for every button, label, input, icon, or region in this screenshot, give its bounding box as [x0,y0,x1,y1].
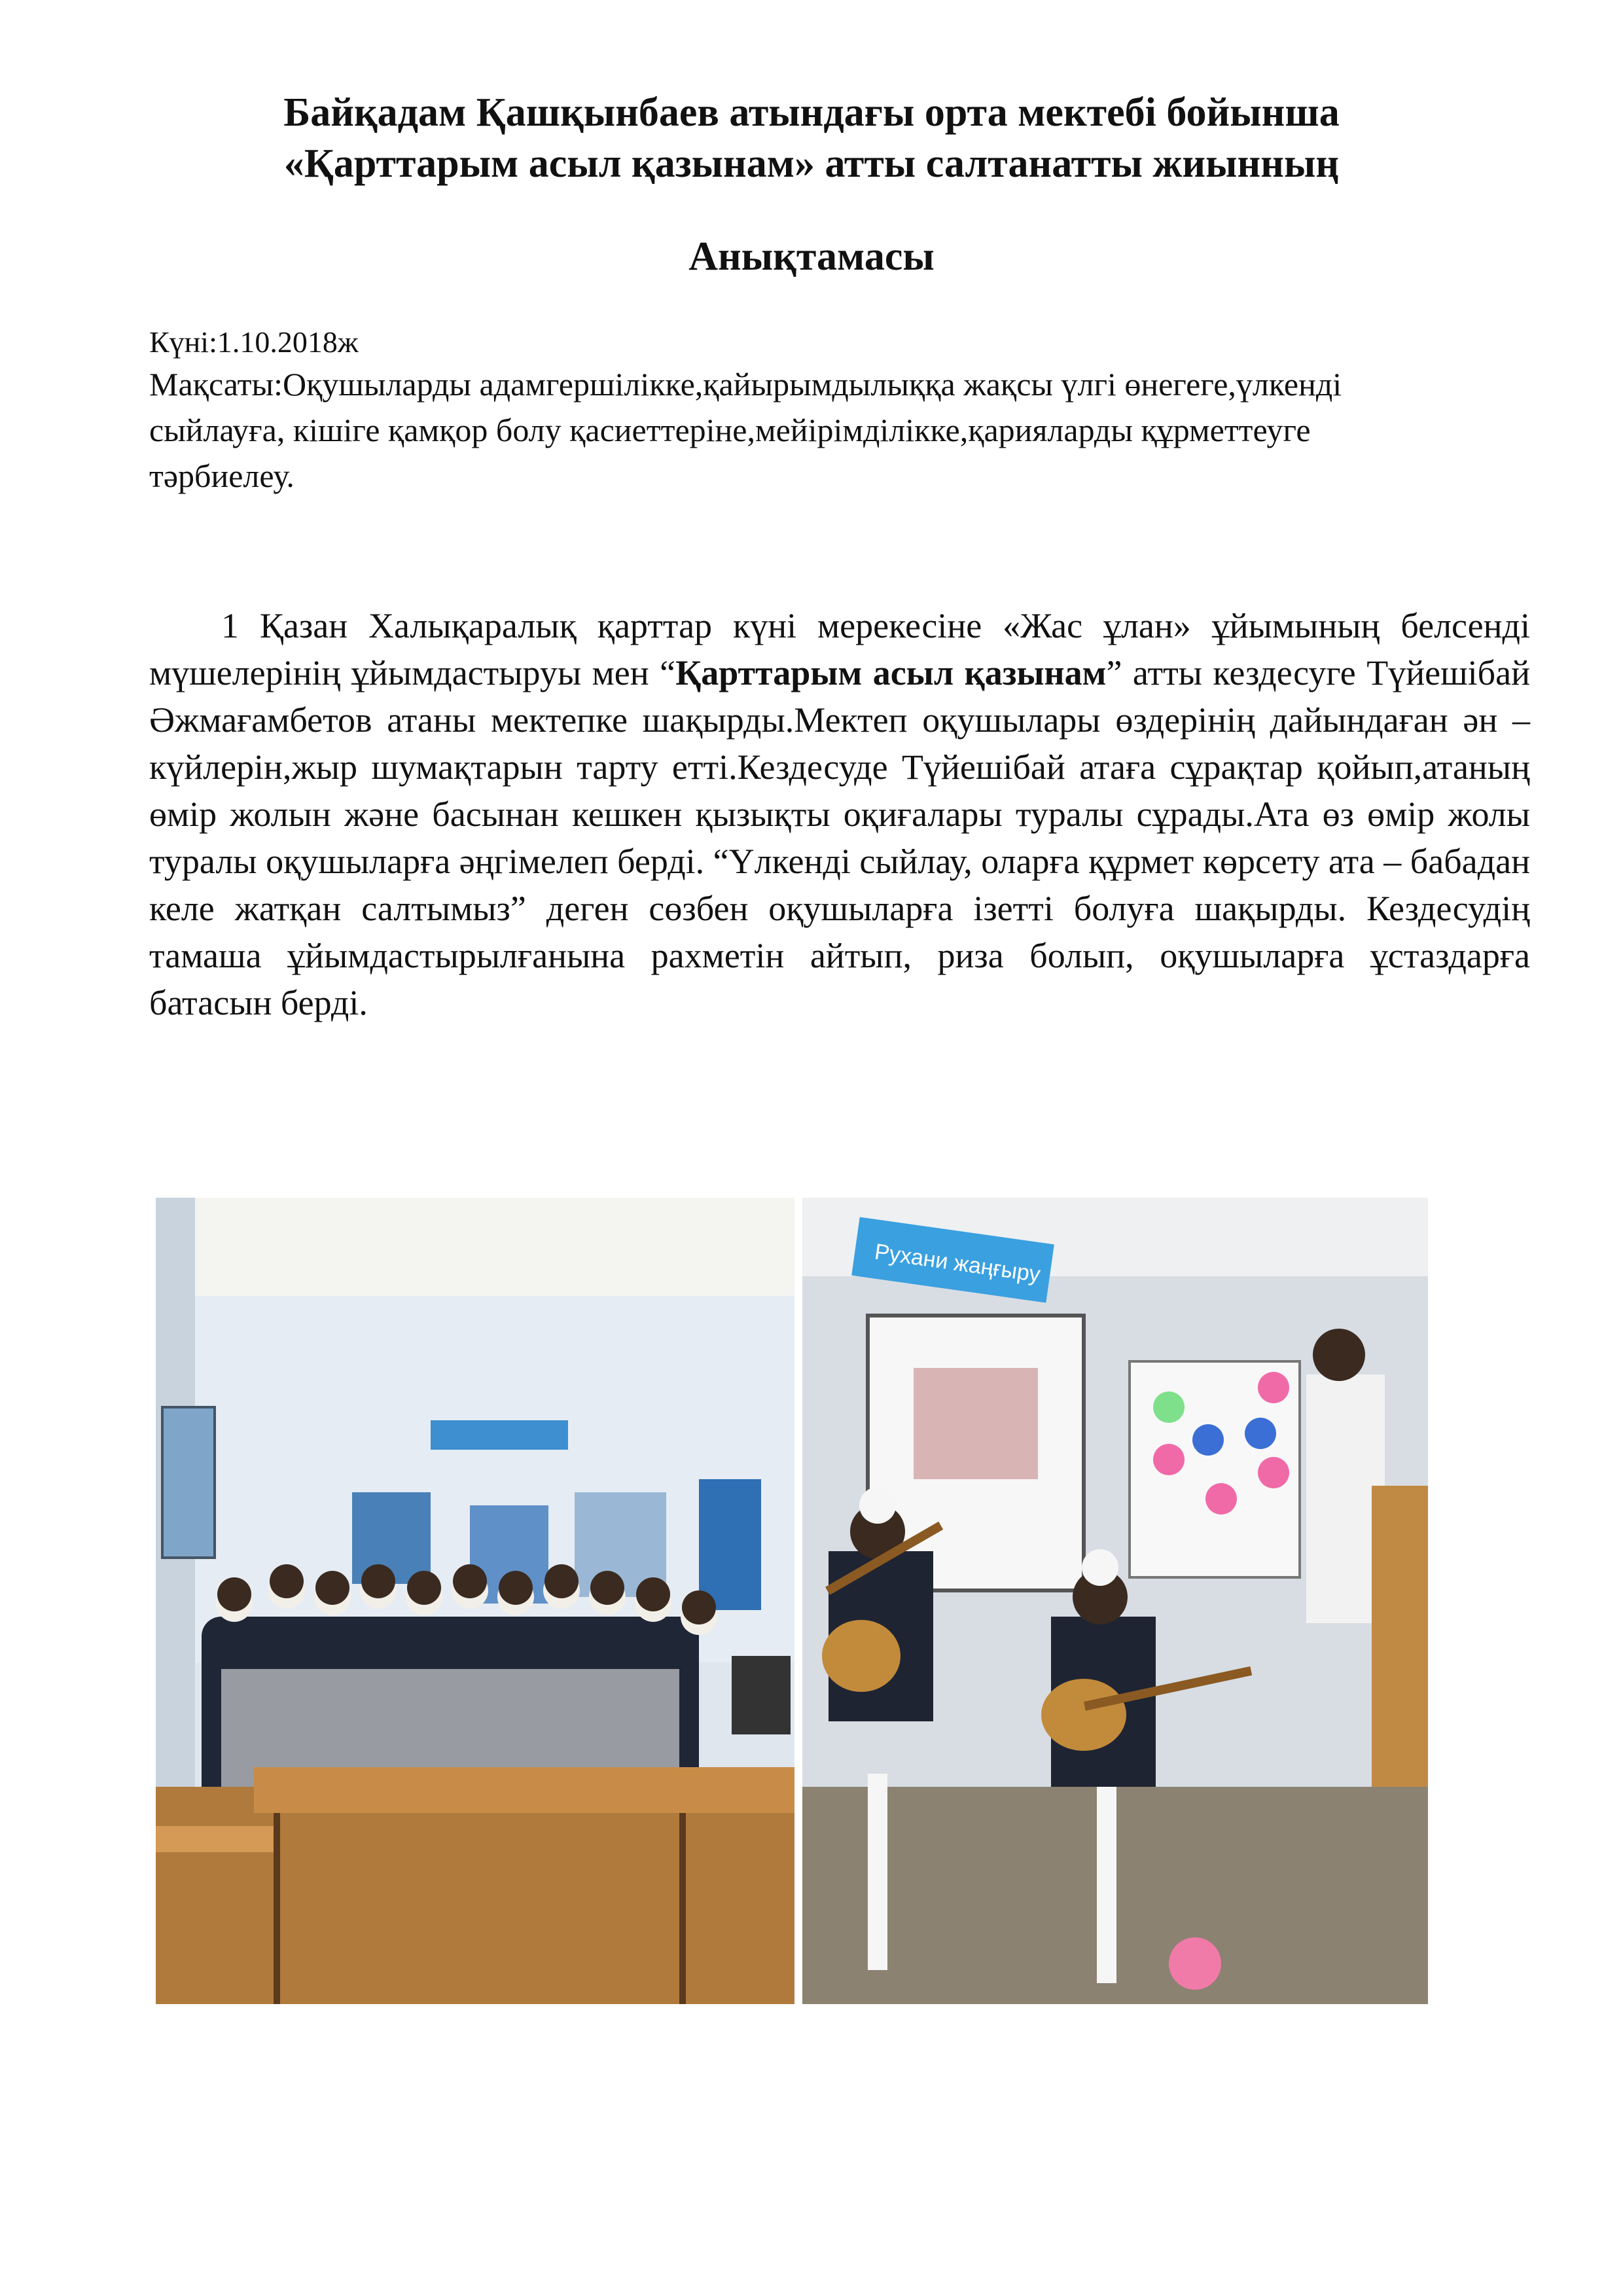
body-paragraph [149,602,1530,1026]
group-photo-image [156,1198,794,2004]
group-photo [156,1198,794,2004]
banner-text: Рухани жаңғыру [872,1239,1042,1287]
date-line: Күні:1.10.2018ж [149,325,359,359]
title-line-2: «Қарттарым асыл қазынам» атты салтанатты жиынның [283,141,1340,186]
body-text-part-1: 1 Қазан Халықаралық қарттар күні мерекесіне «Жас ұлан» ұйымының белсенді мүшелерінің ұйымдастыруы мен “ [149,606,1530,692]
body-text-part-2: ” атты кездесуге Түйешібай Әжмағамбетов атаны мектепке шақырды.Мектеп оқушылары өздерінің дайындаған ән –күйлерін,жыр шумақтарын тарту етті.Кездесуде Түйешібай атаға сұрақтар қойып,атаның өмір жолын және басынан кешкен қызықты оқиғалары туралы сұрады.Ата өз өмір жолы туралы оқушыларға әңгімелеп берді. “Үлкенді сыйлау, оларға құрмет көрсету ата – бабадан келе жатқан салтымыз” деген сөзбен оқушыларға ізетті болуға шақырды. Кездесудің тамаша ұйымдастырылғанына рахметін айтып, риза болып, оқушыларға ұстаздарға батасын берді. [149,653,1530,1022]
performance-photo [802,1198,1428,2004]
title-line-1: Байқадам Қашқынбаев атындағы орта мектебі бойынша [283,90,1340,135]
goal-paragraph: Мақсаты:Оқушыларды адамгершілікке,қайырымдылыққа жақсы үлгі өнегеге,үлкенді сыйлауға, кішіге қамқор болу қасиеттеріне,мейірімділікке,қарияларды құрметтеуге тәрбиелеу. [149,366,1342,494]
performance-photo-image [802,1198,1428,2004]
document-heading: Анықтамасы [688,234,935,279]
event-name-bold: Қарттарым асыл қазынам [675,653,1107,692]
